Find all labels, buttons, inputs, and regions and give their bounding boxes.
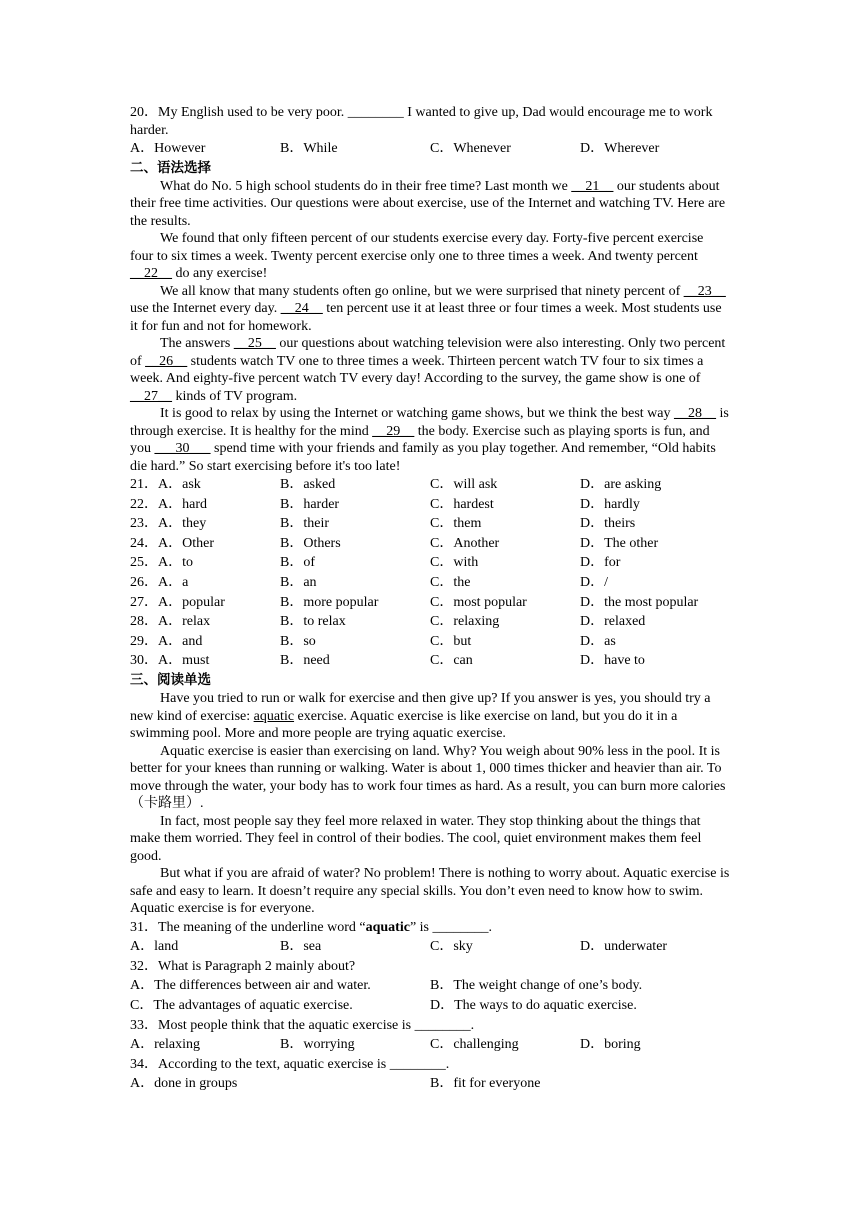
question-26 [130,573,730,593]
option: 25．A．to [130,555,193,571]
option: B．of [280,555,315,571]
option: D．are asking [580,477,662,493]
option: B．worrying [280,1037,355,1053]
option: B．need [280,653,330,669]
option: C．Another [430,535,500,551]
blank-22: __22__ [130,266,172,282]
section2-title: 二、语法选择 [130,159,211,176]
q20-option-c: C．Whenever [430,141,511,156]
text: It is good to relax by using the Internet or watching game shows, but we think the best way [160,406,675,422]
blank-28: __28__ [674,406,717,422]
q32-options [130,976,730,1015]
text: is through exercise. It is healthy for the mind [130,406,729,439]
option: C．challenging [430,1037,519,1053]
section2-paragraph-4 [130,335,730,405]
question-22 [130,495,730,515]
question-29 [130,632,730,652]
worksheet-page [130,104,730,1094]
question-27 [130,593,730,613]
blank-26: __26__ [145,353,188,369]
q20-option-d: D．Wherever [580,141,660,156]
option: B．harder [280,496,340,512]
blank-30: ___30___ [154,441,211,457]
option: D．boring [580,1037,641,1053]
q31-stem [130,918,730,938]
option: C．most popular [430,594,527,610]
option: A．done in groups [130,1076,238,1092]
section2-paragraph-1 [130,178,730,231]
text: The answers [160,336,234,352]
question-24 [130,534,730,554]
option: B．fit for everyone [430,1076,541,1092]
text: ten percent use it at least three or four times a week. Most students use it for fun and not for homework. [130,301,722,334]
q34-stem: 34．According to the text, aquatic exercise is ________. [130,1056,450,1072]
q20-stem: 20．My English used to be very poor. ________ I wanted to give up, Dad would encourage me to work harder. [130,105,713,138]
option: 30．A．must [130,653,210,669]
q20-options [130,139,730,159]
option: 29．A．and [130,633,203,649]
option: 23．A．they [130,516,207,532]
question-25 [130,553,730,573]
option: B．The weight change of one’s body. [430,978,643,994]
option: C．but [430,633,472,649]
option: D．theirs [580,516,636,532]
option: A．relaxing [130,1037,200,1053]
option: B．their [280,516,329,532]
option: A．The differences between air and water. [130,978,371,994]
option: C．with [430,555,479,571]
q32-stem: 32．What is Paragraph 2 mainly about? [130,958,356,974]
option: D．relaxed [580,614,646,630]
section3-paragraph-2: Aquatic exercise is easier than exercising on land. Why? You weigh about 90% less in the pool. It is better for your knees than running or walking. Water is about 1, 000 times thicker and heavier than air. To move through the water, your body has to work four times as hard. As a result, you can burn more calories（卡路里）. [130,743,726,812]
option: D．hardly [580,496,640,512]
option: D．for [580,555,621,571]
option: B．asked [280,477,336,493]
option: 27．A．popular [130,594,225,610]
option: B．sea [280,939,322,955]
option: D．the most popular [580,594,699,610]
blank-25: __25__ [233,336,276,352]
section3-title: 三、阅读单选 [130,672,211,689]
text: exercise. Aquatic exercise is like exercise on land, but you do it in a swimming pool. More and more people are trying aquatic exercise. [130,708,678,742]
option: 26．A．a [130,575,189,591]
question-21 [130,475,730,495]
option: A．land [130,939,179,955]
text: kinds of TV program. [172,388,298,404]
option: D．have to [580,653,645,669]
text: the body. Exercise such as playing sports is fun, and you [130,423,710,457]
text: What do No. 5 high school students do in their free time? Last month we [160,178,572,194]
question-30 [130,651,730,671]
section2-paragraph-5 [130,405,730,475]
section2-questions [130,475,730,671]
section2-paragraph-3 [130,283,730,336]
option: C．relaxing [430,614,500,630]
option: D．as [580,633,616,649]
text: use the Internet every day. [130,301,281,317]
text: do any exercise! [172,266,268,282]
text: spend time with your friends and family as you play together. And remember, “Old habits die hard.” So start exercising before it's too late! [130,441,716,474]
underlined-word: aquatic [253,708,295,724]
text: Have you tried to run or walk for exercise and then give up? If you answer is yes, you should try a new kind of exercise: [130,691,711,724]
blank-27: __27__ [130,388,172,404]
blank-29: __29__ [372,423,415,439]
question-23 [130,514,730,534]
text: We found that only fifteen percent of our students exercise every day. Forty-five percent exercise four to six times a week. Twenty percent exercise only one to three times a week. And twenty percent [130,231,704,264]
blank-21: __21__ [571,178,614,194]
section3-paragraph-3: In fact, most people say they feel more relaxed in water. They stop thinking about the things that make them worried. They feel in control of their bodies. The cool, quiet environment makes them feel good. [130,813,702,864]
option: 24．A．Other [130,535,214,551]
option: B．so [280,633,316,649]
q33-stem: 33．Most people think that the aquatic exercise is ________. [130,1017,475,1033]
text: ” is ________. [409,919,492,935]
option: C．The advantages of aquatic exercise. [130,997,353,1013]
option: C．will ask [430,477,498,493]
option: C．can [430,653,473,669]
text: 31．The meaning of the underline word “ [130,919,366,935]
option: D．The ways to do aquatic exercise. [430,997,637,1013]
text: our students about their free time activities. Our questions were about exercise, use of the Internet and watching TV. Here are the results. [130,178,726,229]
section3-paragraph-1 [130,690,730,743]
text: our questions about watching television were also interesting. Only two percent of [130,336,726,369]
bold-word: aquatic [365,919,410,935]
option: 28．A．relax [130,614,211,630]
option: C．sky [430,939,473,955]
q33-options [130,1035,730,1055]
q34-options [130,1074,730,1094]
option: C．hardest [430,496,494,512]
section2-paragraph-2 [130,230,730,283]
text: We all know that many students often go online, but we were surprised that ninety percent of [160,283,684,299]
option: B．an [280,575,317,591]
option: 21．A．ask [130,477,201,493]
option: 22．A．hard [130,496,207,512]
q20-option-b: B．While [280,141,338,156]
option: D．underwater [580,939,668,955]
option: B．Others [280,535,341,551]
option: B．to relax [280,614,346,630]
option: B．more popular [280,594,379,610]
option: D．/ [580,575,608,591]
text: students watch TV one to three times a week. Thirteen percent watch TV four to six times a week. And eighty-five percent watch TV every day! According to the survey, the game show is one of [130,353,704,387]
blank-24: __24__ [280,301,323,317]
question-28 [130,612,730,632]
option: C．them [430,516,482,532]
blank-23: __23__ [683,283,726,299]
option: D．The other [580,535,659,551]
section3-paragraph-4: But what if you are afraid of water? No problem! There is nothing to worry about. Aquatic exercise is safe and easy to learn. It doesn’t require any special skills. You don’t even need to know how to swim. Aquatic exercise is for everyone. [130,866,730,917]
q20-option-a: A．However [130,141,206,156]
option: C．the [430,575,471,591]
q31-options [130,937,730,957]
